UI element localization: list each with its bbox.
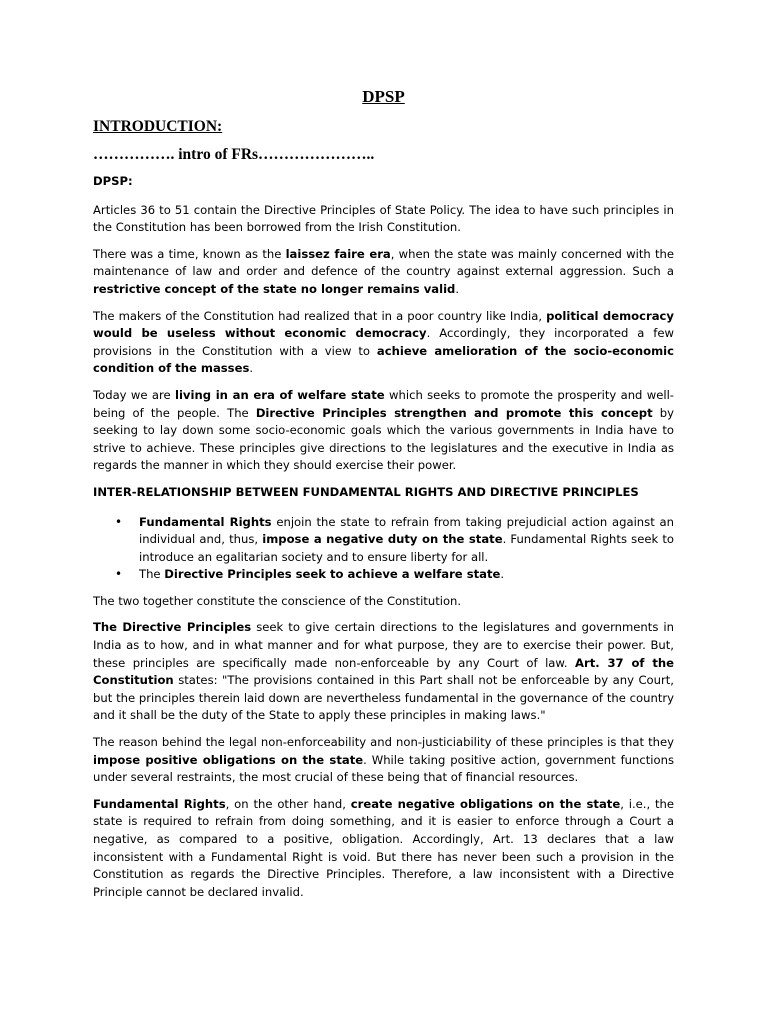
text-run: . While taking positive action, government functions under several restraints, the most crucial of these being that of financial resources. — [93, 752, 674, 785]
paragraph-non-enforceability — [93, 734, 674, 787]
fr-intro-line: ……………. intro of FRs………………….. — [93, 146, 375, 163]
document-title: DPSP — [362, 87, 405, 106]
bold-run: Fundamental Rights — [139, 514, 272, 529]
bold-run: living in an era of welfare state — [174, 387, 385, 402]
text-run: There was a time, known as the — [93, 246, 286, 261]
text-run: . — [455, 281, 460, 296]
paragraph-makers — [93, 308, 674, 378]
bold-run: laissez faire era — [285, 246, 391, 261]
bold-run: restrictive concept of the state no longer remains valid — [93, 281, 456, 296]
bold-run: political democracy would be useless without economic democracy — [93, 308, 674, 341]
bullet-icon: • — [115, 514, 123, 529]
text-run: . Fundamental Rights seek to introduce an egalitarian society and to ensure liberty for all. — [139, 532, 674, 564]
text-run: The — [139, 567, 165, 582]
bold-run: impose a negative duty on the state — [262, 532, 503, 547]
text-run: , when the state was mainly concerned with the maintenance of law and order and defence of the country against external aggression. Such a — [93, 246, 674, 279]
paragraph-articles: Articles 36 to 51 contain the Directive Principles of State Policy. The idea to have such principles in the Constitution has been borrowed from the Irish Constitution. — [93, 202, 674, 235]
text-run: The makers of the Constitution had realized that in a poor country like India, — [93, 308, 547, 323]
bold-run: create negative obligations on the state — [350, 796, 621, 811]
bold-run: Directive Principles seek to achieve a welfare state — [164, 567, 501, 582]
list-item — [93, 514, 674, 567]
text-run: . — [500, 567, 505, 582]
text-run: seek to give certain directions to the legislatures and governments in India as to how, and in what manner and for what purpose, they are to exercise their power. But, these principles are specifically made non-enforceable by any Court of law. — [93, 620, 674, 670]
bold-run: The Directive Principles — [93, 620, 252, 635]
text-run: Today we are — [93, 387, 175, 402]
paragraph-directive-principles — [93, 619, 674, 725]
bold-run: Art. 37 of the Constitution — [93, 655, 674, 688]
inter-relationship-heading: INTER-RELATIONSHIP BETWEEN FUNDAMENTAL RIGHTS AND DIRECTIVE PRINCIPLES — [93, 484, 639, 499]
bullet-icon: • — [115, 567, 123, 582]
list-item — [93, 566, 674, 584]
bold-run: impose positive obligations on the state — [93, 752, 364, 767]
paragraph-conscience: The two together constitute the conscience of the Constitution. — [93, 593, 462, 608]
paragraph-fundamental-rights — [93, 796, 674, 902]
text-run: . — [249, 361, 254, 376]
text-run: by seeking to lay down some socio-economic goals which the various governments in India have to strive to achieve. These principles give directions to the legislatures and the executive in India as regards the manner in which they should exercise their power. — [93, 405, 674, 473]
text-run: The reason behind the legal non-enforceability and non-justiciability of these principles is that they — [93, 735, 674, 750]
paragraph-laissez-faire — [93, 246, 674, 299]
bold-run: Directive Principles strengthen and promote this concept — [255, 405, 653, 420]
introduction-heading: INTRODUCTION: — [93, 118, 223, 135]
text-run: , i.e., the state is required to refrain from doing something, and it is easier to enforce through a Court a negative, as compared to a positive, obligation. Accordingly, Art. 13 declares that a law inconsistent with a Fundamental Right is void. But there has never been such a provision in the Constitution as regards the Directive Principles. Therefore, a law inconsistent with a Directive Principle cannot be declared invalid. — [93, 796, 675, 899]
bold-run: achieve amelioration of the socio-economic condition of the masses — [93, 343, 674, 376]
bold-run: Fundamental Rights — [93, 796, 226, 811]
text-run: . Accordingly, they incorporated a few provisions in the Constitution with a view to — [93, 326, 674, 358]
bullet-list — [93, 514, 674, 584]
paragraph-welfare-state — [93, 387, 674, 475]
document-body — [93, 173, 674, 901]
dpsp-label: DPSP: — [93, 174, 133, 188]
text-run: which seeks to promote the prosperity and well-being of the people. The — [93, 387, 674, 420]
text-run: enjoin the state to refrain from taking prejudicial action against an individual and, thus, — [139, 514, 674, 547]
text-run: , on the other hand, — [225, 796, 351, 811]
text-run: states: "The provisions contained in this Part shall not be enforceable by any Court, but the principles therein laid down are nevertheless fundamental in the governance of the country and it shall be the duty of the State to apply these principles in making laws." — [93, 673, 674, 723]
